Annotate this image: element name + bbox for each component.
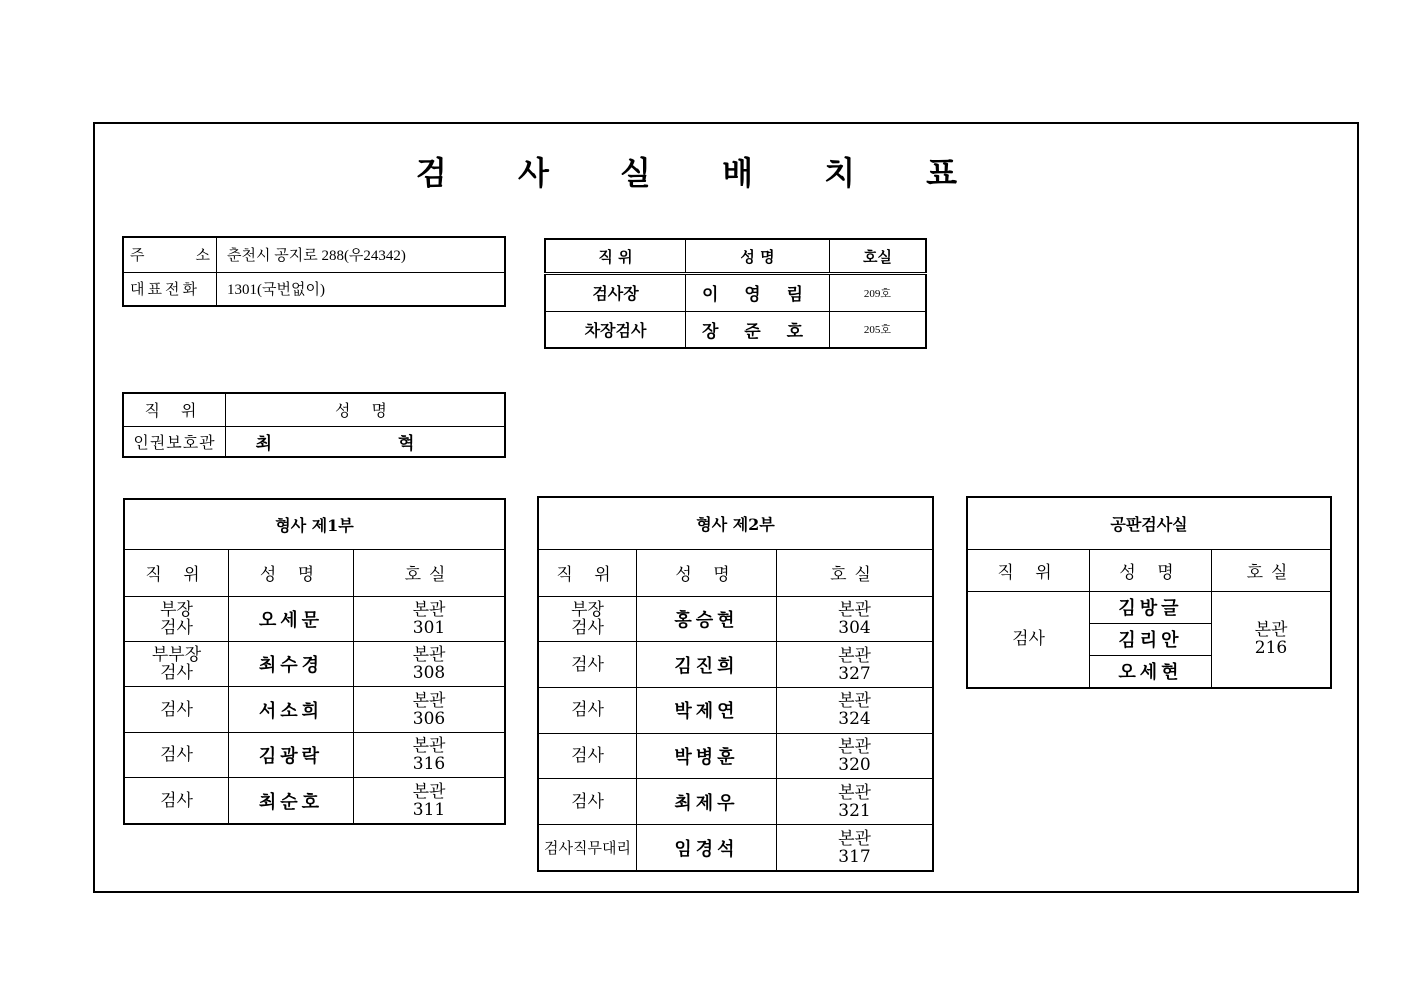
criminal-division-2-table [537,496,934,872]
room-cell: 본관 327 [777,642,934,688]
chief-header-room: 호실 [830,239,927,274]
phone-value: 1301(국번없이) [217,272,506,306]
chief-position: 검사장 [545,274,686,312]
name-cell: 임경석 [637,825,777,871]
division-2-header-position: 직 위 [538,549,637,596]
position-cell: 검사직무대리 [538,825,637,871]
hr-header-position: 직 위 [123,393,226,426]
division-1-header-room: 호실 [354,549,506,596]
room-cell: 본관 317 [777,825,934,871]
name-cell: 김광락 [229,732,354,777]
chief-table [544,238,927,349]
name-cell: 김진희 [637,642,777,688]
trial-header-room: 호실 [1212,549,1332,591]
name-cell: 서소희 [229,687,354,732]
human-rights-table [122,392,506,458]
table-row [124,596,505,641]
position-cell: 부부장 검사 [124,641,229,686]
page-title: 검 사 실 배 치 표 [415,154,988,192]
hr-position: 인권보호관 [123,426,226,457]
chief-header-name: 성 명 [686,239,830,274]
position-cell: 검사 [124,687,229,732]
position-cell: 부장 검사 [538,596,637,642]
trial-header-position: 직 위 [967,549,1090,591]
room-cell: 본관 306 [354,687,506,732]
name-cell: 최제우 [637,779,777,825]
division-2-header-room: 호실 [777,549,934,596]
name-cell: 김방글 [1090,591,1212,623]
trial-room: 본관 216 [1212,591,1332,688]
room-cell: 본관 301 [354,596,506,641]
table-row [967,591,1331,623]
position-cell: 검사 [538,687,637,733]
table-row [124,641,505,686]
name-cell: 박제연 [637,687,777,733]
hr-name: 최 혁 [226,426,506,457]
room-cell: 본관 304 [777,596,934,642]
division-1-header-position: 직 위 [124,549,229,596]
position-cell: 검사 [124,778,229,824]
name-cell: 김리안 [1090,623,1212,655]
room-cell: 본관 320 [777,733,934,779]
trial-office-caption: 공판검사실 [967,497,1331,549]
table-row [124,687,505,732]
table-row [124,732,505,777]
name-cell: 최수경 [229,641,354,686]
trial-header-name: 성 명 [1090,549,1212,591]
address-value: 춘천시 공지로 288(우24342) [217,237,506,272]
division-2-caption: 형사 제2부 [538,497,933,549]
position-cell: 검사 [538,733,637,779]
deputy-room: 205호 [830,311,927,348]
room-cell: 본관 311 [354,778,506,824]
table-row [538,733,933,779]
phone-label: 대표전화 [123,272,217,306]
name-cell: 박병훈 [637,733,777,779]
address-table [122,236,506,307]
name-cell: 오세문 [229,596,354,641]
chief-name: 이 영 림 [686,274,830,312]
table-row [538,687,933,733]
name-cell: 오세현 [1090,655,1212,688]
table-row [538,779,933,825]
room-cell: 본관 316 [354,732,506,777]
position-cell: 검사 [538,779,637,825]
table-row [538,825,933,871]
room-cell: 본관 308 [354,641,506,686]
table-row [538,596,933,642]
name-cell: 홍승현 [637,596,777,642]
division-1-header-name: 성 명 [229,549,354,596]
division-1-caption: 형사 제1부 [124,499,505,549]
deputy-name: 장 준 호 [686,311,830,348]
position-cell: 검사 [124,732,229,777]
address-label: 주 소 [123,237,217,272]
chief-header-position: 직 위 [545,239,686,274]
chief-room: 209호 [830,274,927,312]
position-cell: 부장 검사 [124,596,229,641]
division-2-header-name: 성 명 [637,549,777,596]
trial-position: 검사 [967,591,1090,688]
criminal-division-1-table [123,498,506,825]
room-cell: 본관 321 [777,779,934,825]
deputy-position: 차장검사 [545,311,686,348]
name-cell: 최순호 [229,778,354,824]
position-cell: 검사 [538,642,637,688]
hr-header-name: 성 명 [226,393,506,426]
trial-office-table [966,496,1332,689]
room-cell: 본관 324 [777,687,934,733]
table-row [124,778,505,824]
table-row [538,642,933,688]
